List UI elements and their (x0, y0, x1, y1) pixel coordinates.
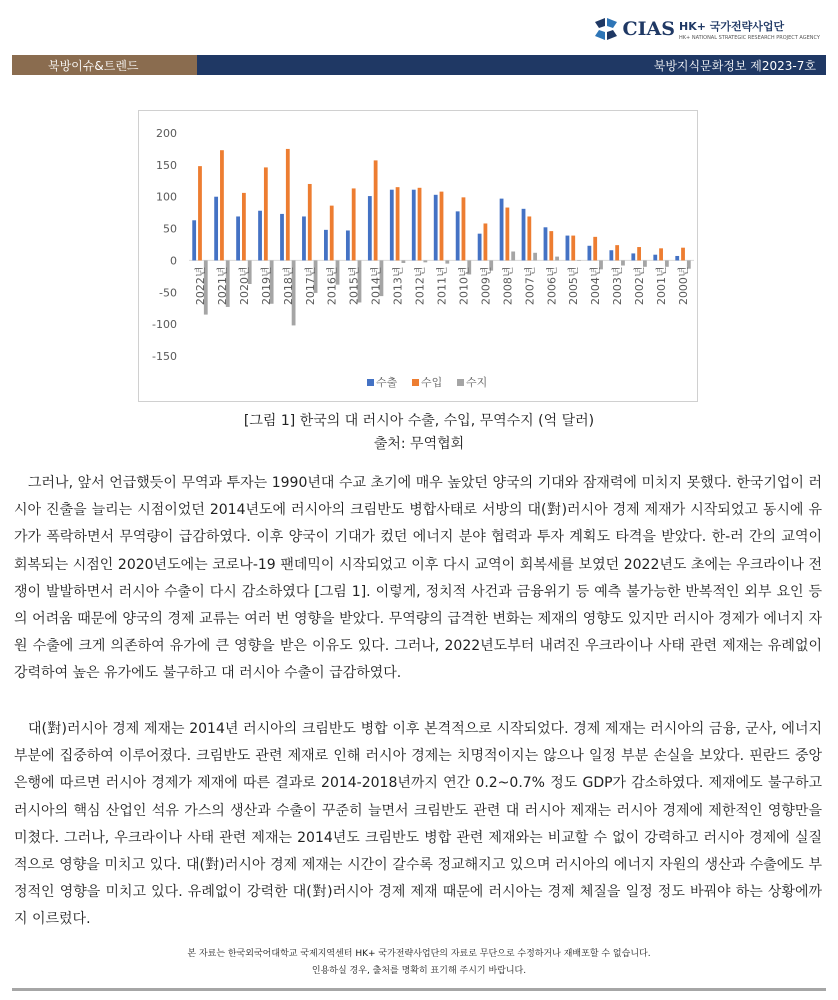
bar-수입-2019년 (264, 167, 268, 260)
x-tick-label: 2004년 (589, 266, 603, 306)
figure-source: 출처: 무역협회 (373, 436, 465, 452)
bar-수출-2010년 (456, 211, 460, 260)
cias-logo (593, 14, 820, 44)
y-tick-label: 100 (156, 190, 177, 204)
bar-수출-2017년 (302, 216, 306, 260)
publication-label: 북방지식문화정보 제2023-7호 (197, 55, 826, 75)
logo-tagline: HK+ NATIONAL STRATEGIC RESEARCH PROJECT AGENCY (679, 34, 820, 41)
bar-수출-2004년 (587, 246, 591, 261)
x-tick-label: 2021년 (215, 266, 229, 306)
bar-수입-2004년 (593, 237, 597, 261)
bar-수출-2008년 (500, 199, 504, 261)
x-tick-label: 2001년 (655, 266, 669, 306)
bar-수입-2001년 (659, 248, 663, 260)
x-tick-label: 2015년 (347, 266, 361, 306)
legend-label: 수지 (466, 376, 488, 389)
bottom-rule (12, 988, 826, 991)
body-paragraph-1: 그러나, 앞서 언급했듯이 무역과 투자는 1990년대 수교 초기에 매우 높았던 양국의 기대와 잠재력에 미치지 못했다. 한국기업이 러시아 진출을 늘리는 시점이었던 2014년도에 러시아의 크림반도 병합사태로 서방의 대(對)러시아 경제 제재가 시작되었고 동시에 유가가 폭락하면서 무역량이 급감하였다. 이후 양국이 기대가 컸던 에너지 분야 협력과 투자 계획도 타격을 받았다. 한-러 간의 교역이 회복되는 시점인 2020년도에는 코로나-19 팬데믹이 시작되었고 이후 다시 교역이 회복세를 보였던 2022년도 초에는 우크라이나 전쟁이 발발하면서 러시아 수출이 다시 감소하였다 [그림 1]. 이렇게, 정치적 사건과 금융위기 등 예측 불가능한 반복적인 외부 요인 등의 어려움 때문에 양국의 경제 교류는 여러 번 영향을 받았다. 무역량의 급격한 변화는 제재의 영향도 있지만 러시아 경제가 에너지 자원 수출에 크게 의존하여 유가에 큰 영향을 받은 이유도 있다. 그러나, 2022년도부터 내려진 우크라이나 사태 관련 제재는 유례없이 강력하여 높은 유가에도 불구하고 대 러시아 수출이 급감하였다. (14, 475, 822, 682)
bar-수입-2011년 (440, 192, 444, 261)
figure-caption: [그림 1] 한국의 대 러시아 수출, 수입, 무역수지 (억 달러) (243, 413, 595, 429)
x-tick-label: 2007년 (523, 266, 537, 306)
y-tick-label: -50 (159, 286, 177, 300)
x-tick-label: 2002년 (633, 266, 647, 306)
y-tick-label: 150 (156, 158, 177, 172)
bar-수출-2003년 (609, 250, 613, 260)
bar-수지-2006년 (555, 257, 559, 261)
x-tick-label: 2000년 (677, 266, 691, 306)
footer-notice: 본 자료는 한국외국어대학교 국제지역센터 HK+ 국가전략사업단의 자료로 무단으로 수정하거나 재배포할 수 없습니다. (187, 949, 651, 959)
bar-수출-2006년 (544, 227, 548, 260)
bar-수출-2011년 (434, 195, 438, 261)
bar-수지-2013년 (401, 260, 405, 263)
bar-수입-2007년 (527, 216, 531, 260)
bar-수입-2018년 (286, 149, 290, 261)
trade-bar-chart (139, 111, 697, 401)
bar-수지-2007년 (533, 253, 537, 261)
bar-수입-2014년 (374, 160, 378, 260)
x-tick-label: 2014년 (369, 266, 383, 306)
y-tick-label: -150 (152, 350, 177, 363)
bar-수입-2000년 (681, 248, 685, 261)
y-tick-label: 0 (170, 254, 177, 268)
bar-수입-2009년 (484, 223, 488, 260)
bar-수지-2001년 (665, 260, 669, 266)
bar-수입-2006년 (549, 231, 553, 260)
bar-수입-2021년 (220, 150, 224, 260)
body-paragraph-2: 대(對)러시아 경제 제재는 2014년 러시아의 크림반도 병합 이후 본격적으로 시작되었다. 경제 제재는 러시아의 금융, 군사, 에너지 부분에 집중하여 이루어졌다. 크림반도 관련 제재로 인해 러시아 경제는 치명적이지는 않으나 일정 부분 손실을 보았다. 핀란드 중앙은행에 따르면 러시아 경제가 제재에 따른 결과로 2014-2018년까지 연간 0.2~0.7% 정도 GDP가 감소하였다. 제재에도 불구하고 러시아의 핵심 산업인 석유 가스의 생산과 수출이 꾸준히 늘면서 크림반도 관련 대 러시아 제재는 러시아 경제에 제한적인 영향만을 미쳤다. 그러나, 우크라이나 사태 관련 제재는 2014년도 크림반도 병합 관련 제재와는 비교할 수 없이 강력하고 러시아 경제에 실질적으로 영향을 미치고 있다. 대(對)러시아 경제 제재는 시간이 갈수록 정교해지고 있으며 러시아의 에너지 자원의 생산과 수출에도 부정적인 영향을 미치고 있다. 유례없이 강력한 대(對)러시아 경제 제재 때문에 러시아는 경제 체질을 일정 정도 바꿔야 하는 상황에까지 이르렀다. (14, 721, 822, 928)
trade-chart (138, 110, 698, 402)
x-tick-label: 2006년 (545, 266, 559, 306)
bar-수지-2008년 (511, 252, 515, 261)
bar-수입-2012년 (418, 188, 422, 261)
x-tick-label: 2005년 (567, 266, 581, 306)
x-tick-label: 2012년 (413, 266, 427, 306)
bar-수입-2013년 (396, 187, 400, 260)
cias-emblem-icon (593, 16, 619, 42)
bar-수지-2012년 (423, 260, 427, 262)
bar-수출-2014년 (368, 196, 372, 260)
y-tick-label: 200 (156, 127, 177, 140)
bar-수출-2022년 (192, 220, 196, 260)
bar-수입-2003년 (615, 245, 619, 260)
bar-수입-2020년 (242, 193, 246, 261)
x-tick-label: 2009년 (479, 266, 493, 306)
bar-수지-2002년 (643, 260, 647, 266)
bar-수출-2019년 (258, 211, 262, 261)
y-tick-label: 50 (163, 222, 177, 236)
bar-수입-2017년 (308, 184, 312, 260)
legend-label: 수출 (376, 376, 398, 389)
bar-수입-2015년 (352, 188, 356, 260)
bar-수출-2001년 (653, 255, 657, 261)
bar-수지-2003년 (621, 260, 625, 265)
x-tick-label: 2016년 (325, 266, 339, 306)
legend-swatch-수지 (457, 379, 464, 386)
bar-수출-2009년 (478, 234, 482, 261)
logo-text: CIAS (622, 18, 676, 40)
x-tick-label: 2019년 (259, 266, 273, 306)
x-tick-label: 2020년 (237, 266, 251, 306)
y-tick-label: -100 (152, 318, 177, 332)
bar-수입-2016년 (330, 206, 334, 261)
bar-수출-2000년 (675, 256, 679, 260)
bar-수입-2008년 (505, 208, 509, 261)
bar-수출-2002년 (631, 253, 635, 260)
legend-swatch-수입 (412, 379, 419, 386)
bar-수입-2022년 (198, 166, 202, 260)
bar-수출-2021년 (214, 197, 218, 261)
bar-수입-2010년 (462, 197, 466, 260)
bar-수출-2005년 (566, 236, 570, 261)
header-band (12, 55, 826, 75)
legend-label: 수입 (421, 376, 443, 389)
x-tick-label: 2013년 (391, 266, 405, 306)
bar-수입-2002년 (637, 247, 641, 260)
x-tick-label: 2018년 (281, 266, 295, 306)
legend-swatch-수출 (367, 379, 374, 386)
bar-수출-2012년 (412, 190, 416, 261)
x-tick-label: 2011년 (435, 266, 449, 306)
bar-수출-2016년 (324, 230, 328, 261)
x-tick-label: 2003년 (611, 266, 625, 306)
bar-수지-2005년 (577, 260, 581, 261)
logo-subtitle: HK+ 국가전략사업단 (679, 19, 785, 33)
bar-수출-2018년 (280, 214, 284, 261)
x-tick-label: 2008년 (501, 266, 515, 306)
bar-수지-2011년 (445, 260, 449, 263)
footer-citation: 인용하실 경우, 출처를 명확히 표기해 주시기 바랍니다. (311, 966, 527, 976)
x-tick-label: 2010년 (457, 266, 471, 306)
bar-수출-2020년 (236, 216, 240, 260)
bar-수입-2005년 (571, 236, 575, 261)
bar-수출-2015년 (346, 230, 350, 260)
section-label: 북방이슈&트렌드 (12, 55, 197, 75)
bar-수출-2013년 (390, 190, 394, 261)
x-tick-label: 2022년 (193, 266, 207, 306)
bar-수출-2007년 (522, 209, 526, 261)
x-tick-label: 2017년 (303, 266, 317, 306)
